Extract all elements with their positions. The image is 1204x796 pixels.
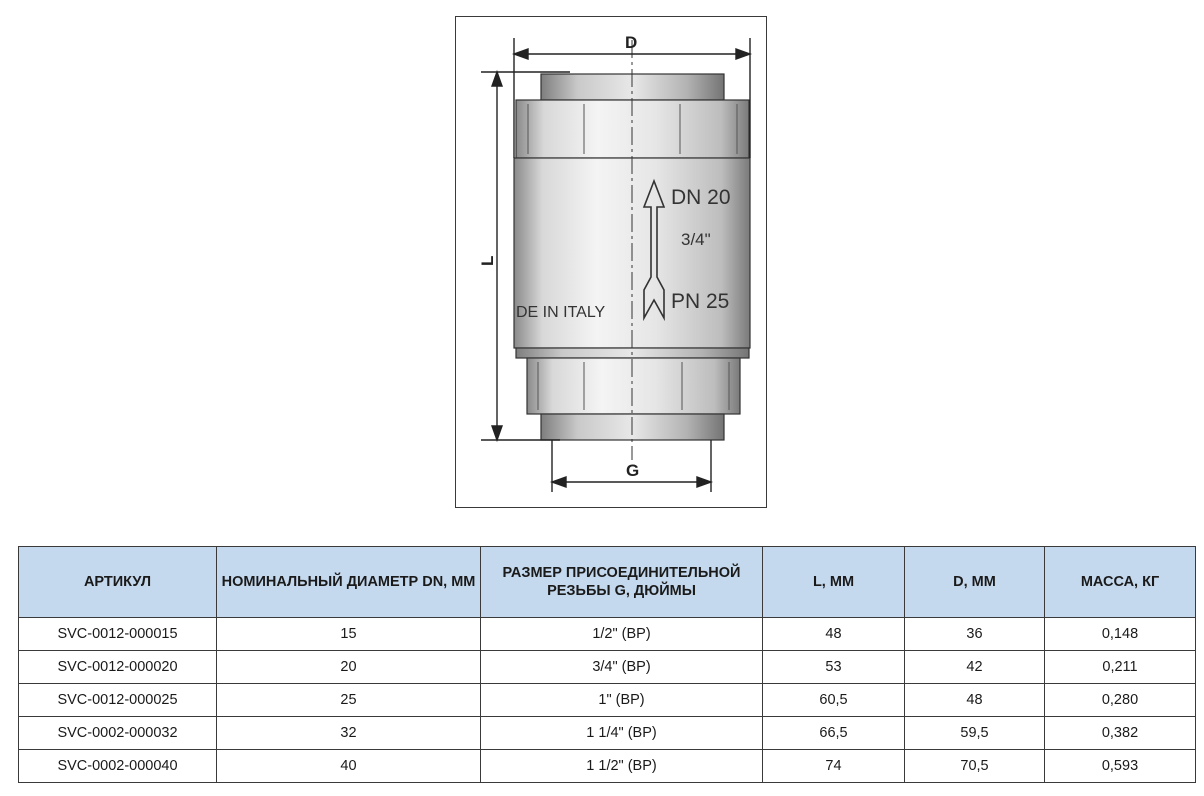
cell-mass: 0,211 <box>1045 651 1196 684</box>
table-row <box>19 651 1196 684</box>
header-mass: МАССА, КГ <box>1045 547 1196 618</box>
header-diameter: D, ММ <box>905 547 1045 618</box>
cell-thread: 3/4" (ВР) <box>481 651 763 684</box>
cell-thread: 1" (ВР) <box>481 684 763 717</box>
cell-mass: 0,280 <box>1045 684 1196 717</box>
cell-length: 74 <box>763 750 905 783</box>
cell-diameter: 70,5 <box>905 750 1045 783</box>
body-marking-size: DN 20 <box>671 186 731 209</box>
cell-dn: 15 <box>217 618 481 651</box>
table-row <box>19 717 1196 750</box>
cell-dn: 40 <box>217 750 481 783</box>
body-marking-thread: 3/4" <box>681 230 711 249</box>
header-length: L, ММ <box>763 547 905 618</box>
header-nominal-diameter: НОМИНАЛЬНЫЙ ДИАМЕТР DN, ММ <box>217 547 481 618</box>
table-row <box>19 618 1196 651</box>
table-row <box>19 684 1196 717</box>
cell-article: SVC-0002-000040 <box>19 750 217 783</box>
cell-dn: 32 <box>217 717 481 750</box>
cell-diameter: 59,5 <box>905 717 1045 750</box>
cell-article: SVC-0012-000015 <box>19 618 217 651</box>
cell-diameter: 48 <box>905 684 1045 717</box>
cell-mass: 0,382 <box>1045 717 1196 750</box>
cell-dn: 25 <box>217 684 481 717</box>
cell-thread: 1 1/4" (ВР) <box>481 717 763 750</box>
cell-length: 66,5 <box>763 717 905 750</box>
cell-length: 60,5 <box>763 684 905 717</box>
cell-diameter: 36 <box>905 618 1045 651</box>
cell-length: 48 <box>763 618 905 651</box>
bottom-hex-nut <box>527 358 740 414</box>
cell-mass: 0,148 <box>1045 618 1196 651</box>
cell-dn: 20 <box>217 651 481 684</box>
table-header-row <box>19 547 1196 618</box>
cell-article: SVC-0012-000020 <box>19 651 217 684</box>
table-row <box>19 750 1196 783</box>
cell-article: SVC-0002-000032 <box>19 717 217 750</box>
header-article: АРТИКУЛ <box>19 547 217 618</box>
dimension-l-label: L <box>478 255 497 266</box>
dimension-g-label: G <box>626 461 640 480</box>
dimension-d-label: D <box>625 33 638 52</box>
specification-table <box>18 546 1196 783</box>
body-marking-pressure: PN 25 <box>671 290 730 313</box>
cell-mass: 0,593 <box>1045 750 1196 783</box>
cell-article: SVC-0012-000025 <box>19 684 217 717</box>
cell-thread: 1/2" (ВР) <box>481 618 763 651</box>
cell-diameter: 42 <box>905 651 1045 684</box>
cell-length: 53 <box>763 651 905 684</box>
cell-thread: 1 1/2" (ВР) <box>481 750 763 783</box>
body-marking-origin: DE IN ITALY <box>516 304 606 321</box>
header-thread-size: РАЗМЕР ПРИСОЕДИНИТЕЛЬНОЙ РЕЗЬБЫ G, ДЮЙМЫ <box>481 547 763 618</box>
